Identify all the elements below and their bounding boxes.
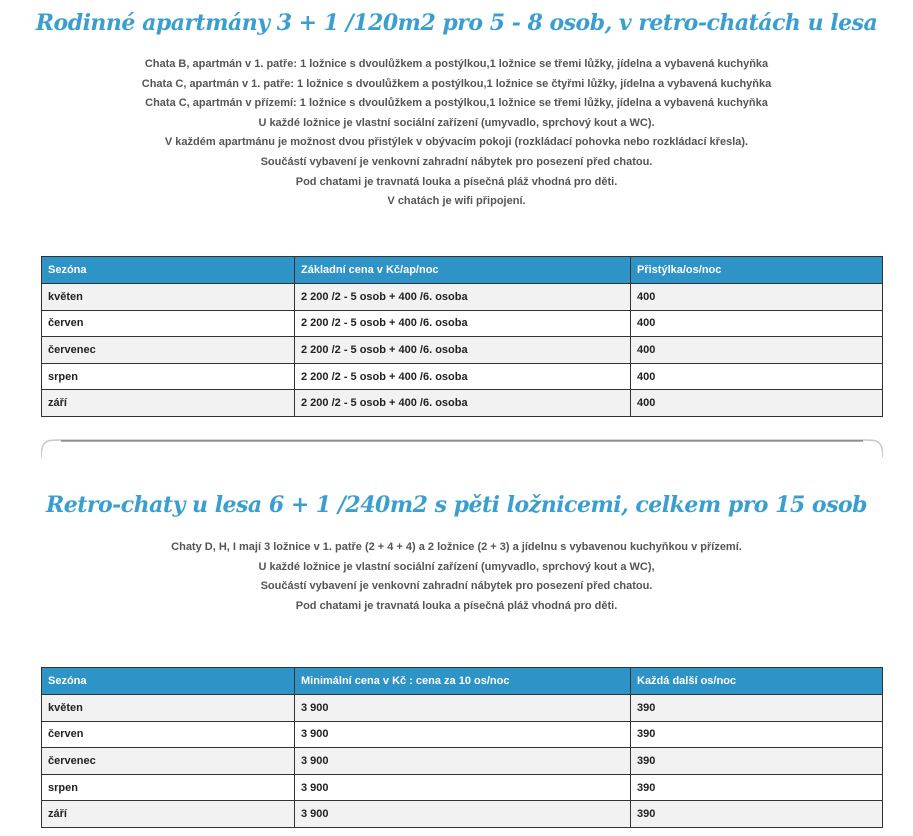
section1-title: Rodinné apartmány 3 + 1 /120m2 pro 5 - 8 osob, v retro-chatách u lesa [35,10,878,36]
column-header-base-price: Základní cena v Kč/ap/noc [295,257,631,284]
cell-season: květen [42,284,295,311]
cell-price: 3 900 [295,748,631,775]
description-line: V každém apartmánu je možnost dvou přistýlek v obývacím pokoji (rozkládací pohovka nebo rozkládací křesla). [164,136,749,149]
description-line: Chata C, apartmán v 1. patře: 1 ložnice s dvoulůžkem a postýlkou,1 ložnice se čtyřmi lůžky, jídelna a vybavená kuchyňka [141,77,772,90]
price-table-apartments [41,256,883,417]
column-header-min-price: Minimální cena v Kč : cena za 10 os/noc [295,668,631,695]
section2-title: Retro-chaty u lesa 6 + 1 /240m2 s pěti ložnicemi, celkem pro 15 osob [45,492,868,518]
cell-price: 3 900 [295,721,631,748]
table-row [42,337,883,364]
description-line: Chata B, apartmán v 1. patře: 1 ložnice s dvoulůžkem a postýlkou,1 ložnice se třemi lůžky, jídelna a vybavená kuchyňka [144,58,769,70]
cell-extra: 400 [631,284,883,311]
table-row [42,748,883,775]
description-line: Pod chatami je travnatá louka a písečná pláž vhodná pro děti. [295,175,618,188]
table-row [42,774,883,801]
cell-season: červen [42,721,295,748]
cell-extra: 390 [631,721,883,748]
table-row [42,801,883,828]
table-row [42,390,883,417]
cell-extra: 400 [631,337,883,364]
table-row [42,721,883,748]
description-line: Součástí vybavení je venkovní zahradní nábytek pro posezení před chatou. [260,580,653,593]
cell-season: květen [42,695,295,722]
section1-description [0,55,913,212]
section2-description [0,538,913,616]
table-header-row [42,257,883,284]
description-line: Součástí vybavení je venkovní zahradní nábytek pro posezení před chatou. [260,155,653,168]
price-table-cottages [41,667,883,828]
cell-price: 2 200 /2 - 5 osob + 400 /6. osoba [295,337,631,364]
table-header-row [42,668,883,695]
table-row [42,695,883,722]
cell-season: srpen [42,774,295,801]
column-header-extra-person: Každá další os/noc [631,668,883,695]
table-row [42,284,883,311]
cell-price: 3 900 [295,695,631,722]
column-header-season: Sezóna [42,668,295,695]
cell-extra: 390 [631,774,883,801]
cell-price: 2 200 /2 - 5 osob + 400 /6. osoba [295,390,631,417]
description-line: U každé ložnice je vlastní sociální zařízení (umyvadlo, sprchový kout a WC), [258,560,655,573]
description-line: U každé ložnice je vlastní sociální zařízení (umyvadlo, sprchový kout a WC). [258,116,655,129]
cell-price: 2 200 /2 - 5 osob + 400 /6. osoba [295,363,631,390]
cell-extra: 400 [631,390,883,417]
section-divider [41,432,883,458]
cell-season: září [42,390,295,417]
cell-extra: 400 [631,310,883,337]
table-row [42,310,883,337]
column-header-extra-bed: Přistýlka/os/noc [631,257,883,284]
cell-season: červenec [42,337,295,364]
description-line: Pod chatami je travnatá louka a písečná pláž vhodná pro děti. [295,599,618,612]
cell-price: 3 900 [295,801,631,828]
cell-extra: 390 [631,801,883,828]
cell-season: červenec [42,748,295,775]
cell-price: 3 900 [295,774,631,801]
cell-season: srpen [42,363,295,390]
cell-season: září [42,801,295,828]
cell-extra: 390 [631,748,883,775]
cell-season: červen [42,310,295,337]
cell-price: 2 200 /2 - 5 osob + 400 /6. osoba [295,310,631,337]
cell-price: 2 200 /2 - 5 osob + 400 /6. osoba [295,284,631,311]
cell-extra: 400 [631,363,883,390]
description-line: Chaty D, H, I mají 3 ložnice v 1. patře (2 + 4 + 4) a 2 ložnice (2 + 3) a jídelnu s vybavenou kuchyňkou v přízemí. [171,541,742,553]
cell-extra: 390 [631,695,883,722]
column-header-season: Sezóna [42,257,295,284]
table-row [42,363,883,390]
description-line: Chata C, apartmán v přízemí: 1 ložnice s dvoulůžkem a postýlkou,1 ložnice se třemi lůžky, jídelna a vybavená kuchyňka [145,97,768,110]
description-line: V chatách je wifi připojení. [387,195,526,208]
